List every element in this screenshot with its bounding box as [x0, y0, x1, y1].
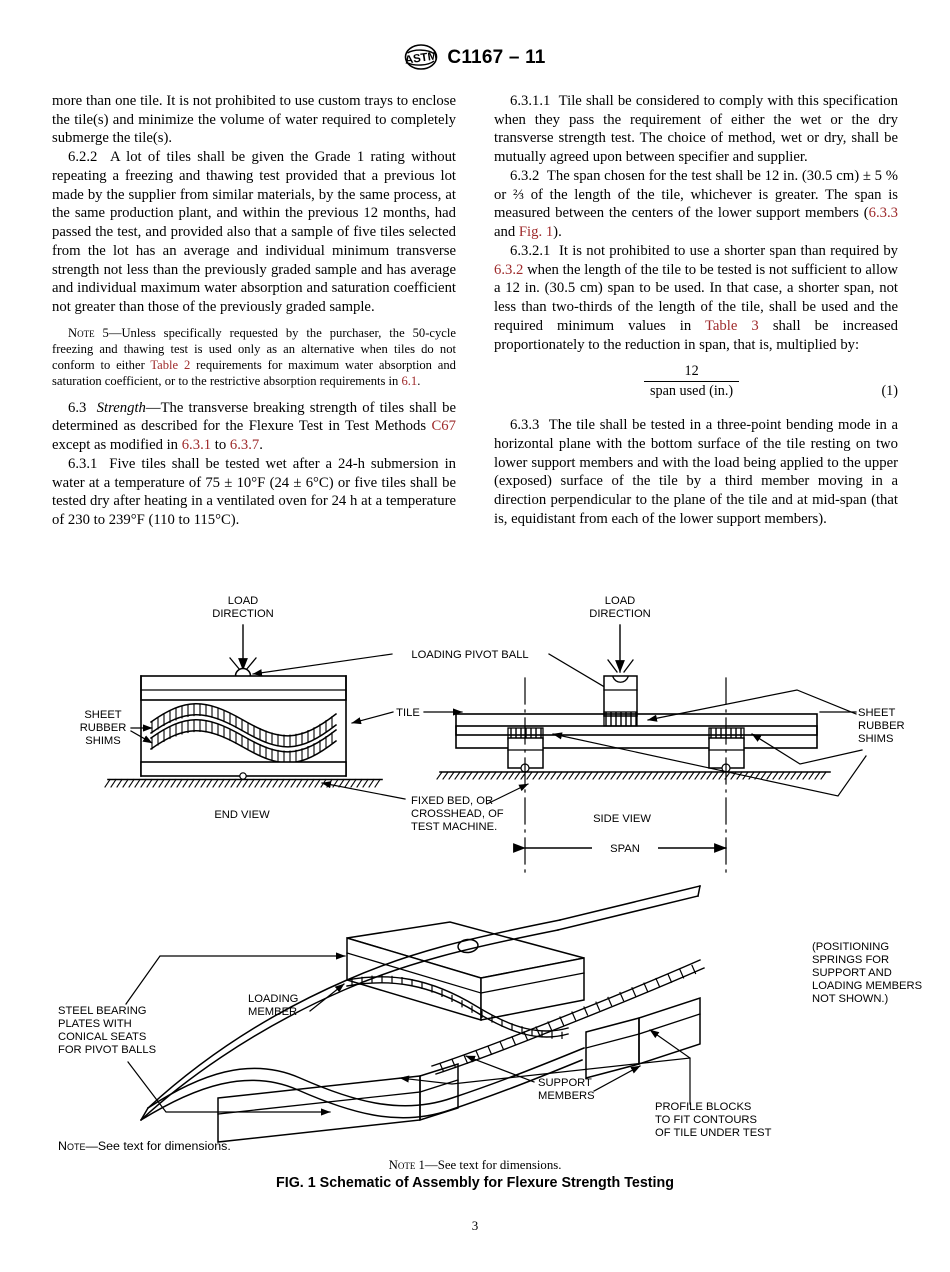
label-loading-pivot-ball: LOADING PIVOT BALL — [411, 649, 529, 661]
svg-text:TO FIT CONTOURS: TO FIT CONTOURS — [655, 1114, 757, 1126]
note-text: —See text for dimensions. — [424, 1158, 562, 1172]
svg-text:SPRINGS FOR: SPRINGS FOR — [812, 954, 890, 966]
label-tile: TILE — [396, 707, 420, 719]
paragraph-6-3-3 — [494, 416, 898, 528]
paragraph-text-b: and — [494, 224, 519, 241]
figure-1-drawing — [0, 586, 950, 1186]
svg-text:DIRECTION: DIRECTION — [589, 608, 651, 620]
svg-text:SHIMS: SHIMS — [858, 733, 894, 745]
paragraph-6-2-2 — [52, 148, 456, 317]
svg-text:MEMBERS: MEMBERS — [538, 1090, 595, 1102]
paragraph-text-a: It is not prohibited to use a shorter span than required by — [558, 242, 899, 259]
label-end-view: END VIEW — [214, 809, 270, 821]
paragraph-6-3-1-1 — [494, 92, 898, 167]
section-number: 6.3.2.1 — [510, 242, 551, 259]
fraction-numerator: 12 — [684, 363, 699, 380]
paragraph-text-b: when the length of the tile to be tested is not sufficient to allow a 12 in. (30.5 cm) span to be used. In that case, a shorter span, not less than two-thirds of the length of the tile, shall be used and the required minimum values in — [494, 261, 898, 334]
svg-text:CONICAL SEATS: CONICAL SEATS — [58, 1031, 147, 1043]
paragraph-text-c: ). — [553, 224, 562, 241]
svg-text:PLATES WITH: PLATES WITH — [58, 1018, 132, 1030]
label-positioning-springs-note: (POSITIONING — [812, 941, 890, 953]
label-profile-blocks: PROFILE BLOCKS — [655, 1101, 752, 1113]
paragraph-6-3-2-1 — [494, 242, 898, 354]
svg-text:FOR PIVOT BALLS: FOR PIVOT BALLS — [58, 1044, 157, 1056]
section-number: 6.3.3 — [510, 417, 540, 434]
svg-text:TEST MACHINE.: TEST MACHINE. — [411, 821, 498, 833]
fraction — [644, 363, 739, 399]
svg-text:SUPPORT AND: SUPPORT AND — [812, 967, 892, 979]
page-number: 3 — [471, 1218, 479, 1233]
paragraph-text: The tile shall be tested in a three-point bending mode in a horizontal plane with the bottom surface of the tile resting on two lower support members and with the load being applied to the upper (exposed) surface of the tile by a third member moving in a direction perpendicular to the plane of the tile and at mid-span (that is, equidistant from each of the lower support members). — [494, 417, 899, 527]
label-sheet-rubber-shims-left: SHEET — [84, 709, 122, 721]
section-number: 6.2.2 — [68, 149, 98, 166]
section-title-strength: Strength — [96, 399, 146, 416]
svg-text:NOT SHOWN.): NOT SHOWN.) — [812, 993, 889, 1005]
equation-1 — [494, 363, 898, 407]
note-text-c: . — [417, 373, 421, 388]
link-6-1[interactable]: 6.1 — [401, 373, 418, 388]
paragraph-text-a: —The transverse breaking strength of tiles shall be determined as described for the Flexure Test in Test Methods — [52, 399, 456, 435]
section-number: 6.3.1.1 — [510, 93, 551, 109]
label-load-direction-side-view: LOAD — [604, 595, 636, 607]
left-text-column — [52, 92, 456, 530]
paragraph-text-c: to — [211, 437, 230, 454]
svg-text:CROSSHEAD, OF: CROSSHEAD, OF — [411, 808, 504, 820]
paragraph-text-d: . — [259, 437, 263, 454]
svg-text:RUBBER: RUBBER — [858, 720, 905, 732]
label-loading-member: LOADING — [248, 993, 299, 1005]
svg-text:SHIMS: SHIMS — [85, 735, 121, 747]
svg-text:LOADING MEMBERS: LOADING MEMBERS — [812, 980, 923, 992]
figure-1-schematic — [0, 586, 950, 1226]
link-fig-1[interactable]: Fig. 1 — [518, 224, 554, 241]
label-sheet-rubber-shims-right: SHEET — [858, 707, 896, 719]
figure-caption: FIG. 1 Schematic of Assembly for Flexure Strength Testing — [275, 1175, 675, 1191]
label-fixed-bed-crosshead: FIXED BED, OR — [411, 795, 494, 807]
paragraph-6-3-2 — [494, 167, 898, 242]
section-number: 6.3.1 — [68, 455, 98, 472]
link-6-3-7[interactable]: 6.3.7 — [229, 437, 260, 454]
note-label: Note 5 — [68, 325, 109, 340]
note-label: Note — [58, 1139, 86, 1153]
paragraph-text: Five tiles shall be tested wet after a 24-h submersion in water at a temperature of 75 ± 10°F (24 ± 6°C) or five tiles shall be tested dry after heating in a ventilated oven for 24 h at a temperature of 230 to 239°F (110 to 115°C). — [52, 455, 456, 529]
label-steel-bearing-plates: STEEL BEARING — [58, 1005, 147, 1017]
svg-text:RUBBER: RUBBER — [79, 722, 127, 734]
figure-inner-note — [58, 1139, 231, 1153]
link-6-3-3[interactable]: 6.3.3 — [868, 205, 898, 222]
paragraph-text-c: shall be increased proportionately to the reduction in span, that is, multiplied by: — [494, 317, 898, 353]
link-c67[interactable]: C67 — [431, 418, 456, 435]
note-label: Note 1 — [388, 1158, 425, 1172]
figure-caption-note — [0, 1158, 950, 1173]
astm-logo-icon — [404, 44, 438, 71]
note-text-a: —Unless specifically requested by the purchaser, the 50-cycle freezing and thawing test is used only as an alternative when tiles do not conform to either — [52, 325, 456, 372]
note-text-b: requirements for maximum water absorption and saturation coefficient, or to the restrictive absorption requirements in — [52, 357, 456, 388]
svg-text:OF TILE UNDER TEST: OF TILE UNDER TEST — [655, 1127, 772, 1139]
label-span: SPAN — [610, 843, 640, 855]
paragraph-text-b: except as modified in — [52, 437, 182, 454]
label-load-direction-end-view: LOAD — [227, 595, 259, 607]
paragraph-text: A lot of tiles shall be given the Grade 1 rating without repeating a freezing and thawing test provided that a previous lot made by the supplier from similar materials, by the same process, at the same production plant, and within the previous 12 months, had passed the test, and provided also that a sample of five tiles selected from the lot has an average and individual minimum transverse strength not less than the previously graded sample and has average and individual maximum water absorption and saturation coefficient not greater than those of the previously graded sample. — [52, 149, 456, 316]
section-number: 6.3 — [68, 399, 87, 416]
section-number: 6.3.2 — [510, 167, 540, 184]
paragraph-text-a: The span chosen for the test shall be 12 in. (30.5 cm) ± 5 % or ⅔ of the length of the tile, whichever is greater. The span is measured between the centers of the lower support members ( — [494, 167, 899, 222]
standard-designation: C1167 – 11 — [447, 46, 546, 68]
paragraph-6-3 — [52, 399, 456, 455]
svg-text:DIRECTION: DIRECTION — [212, 608, 274, 620]
paragraph-continuation: more than one tile. It is not prohibited to use custom trays to enclose the tile(s) and minimize the volume of water required to completely submerge the tile(s). — [52, 93, 456, 147]
svg-text:MEMBER: MEMBER — [248, 1006, 298, 1018]
label-side-view: SIDE VIEW — [593, 813, 651, 825]
note-text: —See text for dimensions. — [85, 1139, 231, 1153]
paragraph-text: Tile shall be considered to comply with this specification when they pass the requirement of either the wet or the dry transverse strength test. The choice of method, wet or dry, shall be mutually agreed upon between specifier and supplier. — [494, 93, 898, 166]
page-header — [0, 44, 950, 71]
paragraph-6-3-1 — [52, 455, 456, 530]
note-5 — [52, 326, 456, 390]
equation-number: (1) — [881, 383, 898, 400]
fraction-denominator: span used (in.) — [644, 381, 739, 399]
link-6-3-2[interactable]: 6.3.2 — [494, 261, 524, 278]
label-support-members: SUPPORT — [538, 1077, 592, 1089]
link-table-2[interactable]: Table 2 — [150, 357, 191, 372]
link-table-3[interactable]: Table 3 — [704, 317, 759, 334]
svg-text:ASTM: ASTM — [404, 50, 439, 67]
right-text-column — [494, 92, 898, 529]
link-6-3-1[interactable]: 6.3.1 — [181, 437, 212, 454]
